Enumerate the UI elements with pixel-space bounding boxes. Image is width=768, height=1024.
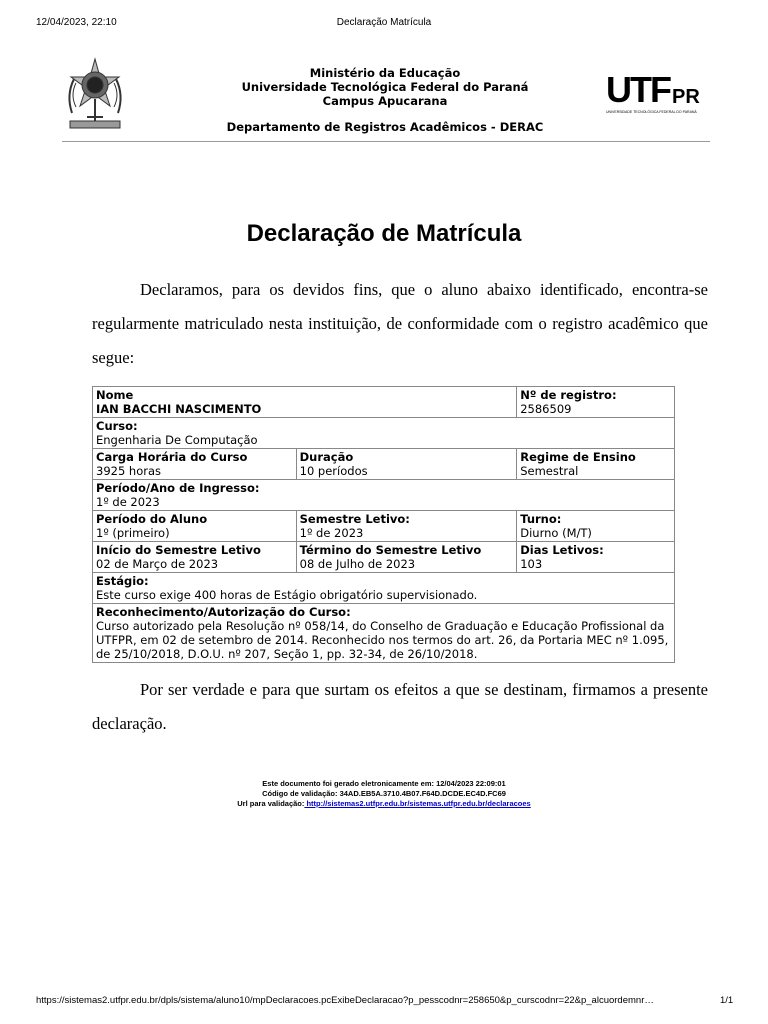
table-row: [93, 418, 675, 449]
cell-termino: [296, 542, 517, 573]
utfpr-logo-subtitle: UNIVERSIDADE TECNOLÓGICA FEDERAL DO PARANÁ: [606, 110, 697, 114]
cell-value: 1º de 2023: [96, 495, 160, 509]
cell-carga: [93, 449, 297, 480]
cell-ingresso: [93, 480, 675, 511]
cell-value: 1º de 2023: [299, 526, 364, 540]
validation-code: Código de validação: 34AD.EB5A.3710.4B07.F64D.DCDE.EC4D.FC69: [262, 789, 506, 798]
header-divider: [62, 141, 710, 142]
cell-regime: [517, 449, 675, 480]
cell-nome: [93, 387, 517, 418]
department-name: Departamento de Registros Acadêmicos - DERAC: [226, 120, 544, 134]
cell-reconhecimento: [93, 604, 675, 663]
table-row: [93, 573, 675, 604]
cell-value: 1º (primeiro): [96, 526, 170, 540]
cell-value: 103: [520, 557, 543, 571]
validation-footer: [0, 779, 768, 809]
utfpr-logo: [606, 69, 710, 119]
cell-periodo-aluno: [93, 511, 297, 542]
institution-header: [160, 66, 610, 108]
coat-of-arms-icon: [62, 55, 128, 135]
validation-url-label: Url para validação:: [237, 799, 305, 808]
cell-registro: [517, 387, 675, 418]
cell-duracao: [296, 449, 517, 480]
cell-label: Reconhecimento/Autorização do Curso:: [96, 605, 351, 619]
table-row: [93, 511, 675, 542]
cell-label: Turno:: [520, 512, 562, 526]
table-row: [93, 542, 675, 573]
cell-label: Curso:: [96, 419, 138, 433]
cell-label: Nome: [96, 388, 134, 402]
cell-label: Carga Horária do Curso: [96, 450, 248, 464]
utfpr-logo-main: UTF: [606, 69, 670, 110]
cell-value: 10 períodos: [299, 464, 368, 478]
cell-label: Início do Semestre Letivo: [96, 543, 261, 557]
cell-label: Término do Semestre Letivo: [299, 543, 482, 557]
cell-semestre: [296, 511, 517, 542]
cell-value: Engenharia De Computação: [96, 433, 258, 447]
print-datetime: 12/04/2023, 22:10: [36, 17, 117, 28]
validation-url-line: [0, 799, 768, 809]
cell-dias: [517, 542, 675, 573]
print-page-title: Declaração Matrícula: [336, 17, 432, 28]
utfpr-logo-pr: PR: [672, 86, 700, 108]
enrollment-table: [92, 386, 675, 663]
table-row: [93, 604, 675, 663]
cell-turno: [517, 511, 675, 542]
cell-value: Diurno (M/T): [520, 526, 592, 540]
cell-value: Curso autorizado pela Resolução nº 058/14, do Conselho de Graduação e Educação Profissional da UTFPR, em 02 de setembro de 2014. Reconhecido nos termos do art. 26, da Portaria MEC nº 1.095, de 25/10/2018, D.O.U. nº 207, Seção 1, pp. 32-34, de 26/10/2018.: [96, 619, 669, 661]
generated-timestamp: Este documento foi gerado eletronicamente em: 12/04/2023 22:09:01: [262, 779, 506, 788]
cell-value: Semestral: [520, 464, 579, 478]
cell-label: Regime de Ensino: [520, 450, 636, 464]
cell-label: Estágio:: [96, 574, 149, 588]
cell-estagio: [93, 573, 675, 604]
cell-inicio: [93, 542, 297, 573]
document-title: Declaração de Matrícula: [246, 220, 522, 247]
student-name: IAN BACCHI NASCIMENTO: [96, 402, 262, 416]
cell-label: Semestre Letivo:: [299, 512, 410, 526]
closing-paragraph: Por ser verdade e para que surtam os efeitos a que se destinam, firmamos a presente declaração.: [92, 680, 708, 733]
validation-url-link[interactable]: http://sistemas2.utfpr.edu.br/sistemas.utfpr.edu.br/declaracoes: [304, 799, 531, 808]
cell-curso: [93, 418, 675, 449]
table-row: [93, 480, 675, 511]
cell-label: Dias Letivos:: [520, 543, 604, 557]
header-line: Ministério da Educação: [309, 66, 461, 80]
cell-label: Período/Ano de Ingresso:: [96, 481, 260, 495]
print-page-number: 1/1: [720, 995, 734, 1006]
table-row: [93, 387, 675, 418]
cell-value: 08 de Julho de 2023: [299, 557, 416, 571]
registration-number: 2586509: [520, 402, 572, 416]
cell-value: Este curso exige 400 horas de Estágio obrigatório supervisionado.: [96, 588, 478, 602]
cell-value: 3925 horas: [96, 464, 162, 478]
header-line: Universidade Tecnológica Federal do Paraná: [241, 80, 529, 94]
intro-paragraph: Declaramos, para os devidos fins, que o aluno abaixo identificado, encontra-se regularmente matriculado nesta instituição, de conformidade com o registro acadêmico que segue:: [92, 280, 708, 367]
cell-label: Período do Aluno: [96, 512, 208, 526]
table-row: [93, 449, 675, 480]
cell-value: 02 de Março de 2023: [96, 557, 219, 571]
header-line: Campus Apucarana: [322, 94, 448, 108]
print-url: https://sistemas2.utfpr.edu.br/dpls/sistema/aluno10/mpDeclaracoes.pcExibeDeclaracao?p_pesscodnr=258650&p_curscodnr=22&p_alcuordemnr…: [36, 995, 654, 1006]
cell-label: Duração: [299, 450, 354, 464]
cell-label: Nº de registro:: [520, 388, 617, 402]
